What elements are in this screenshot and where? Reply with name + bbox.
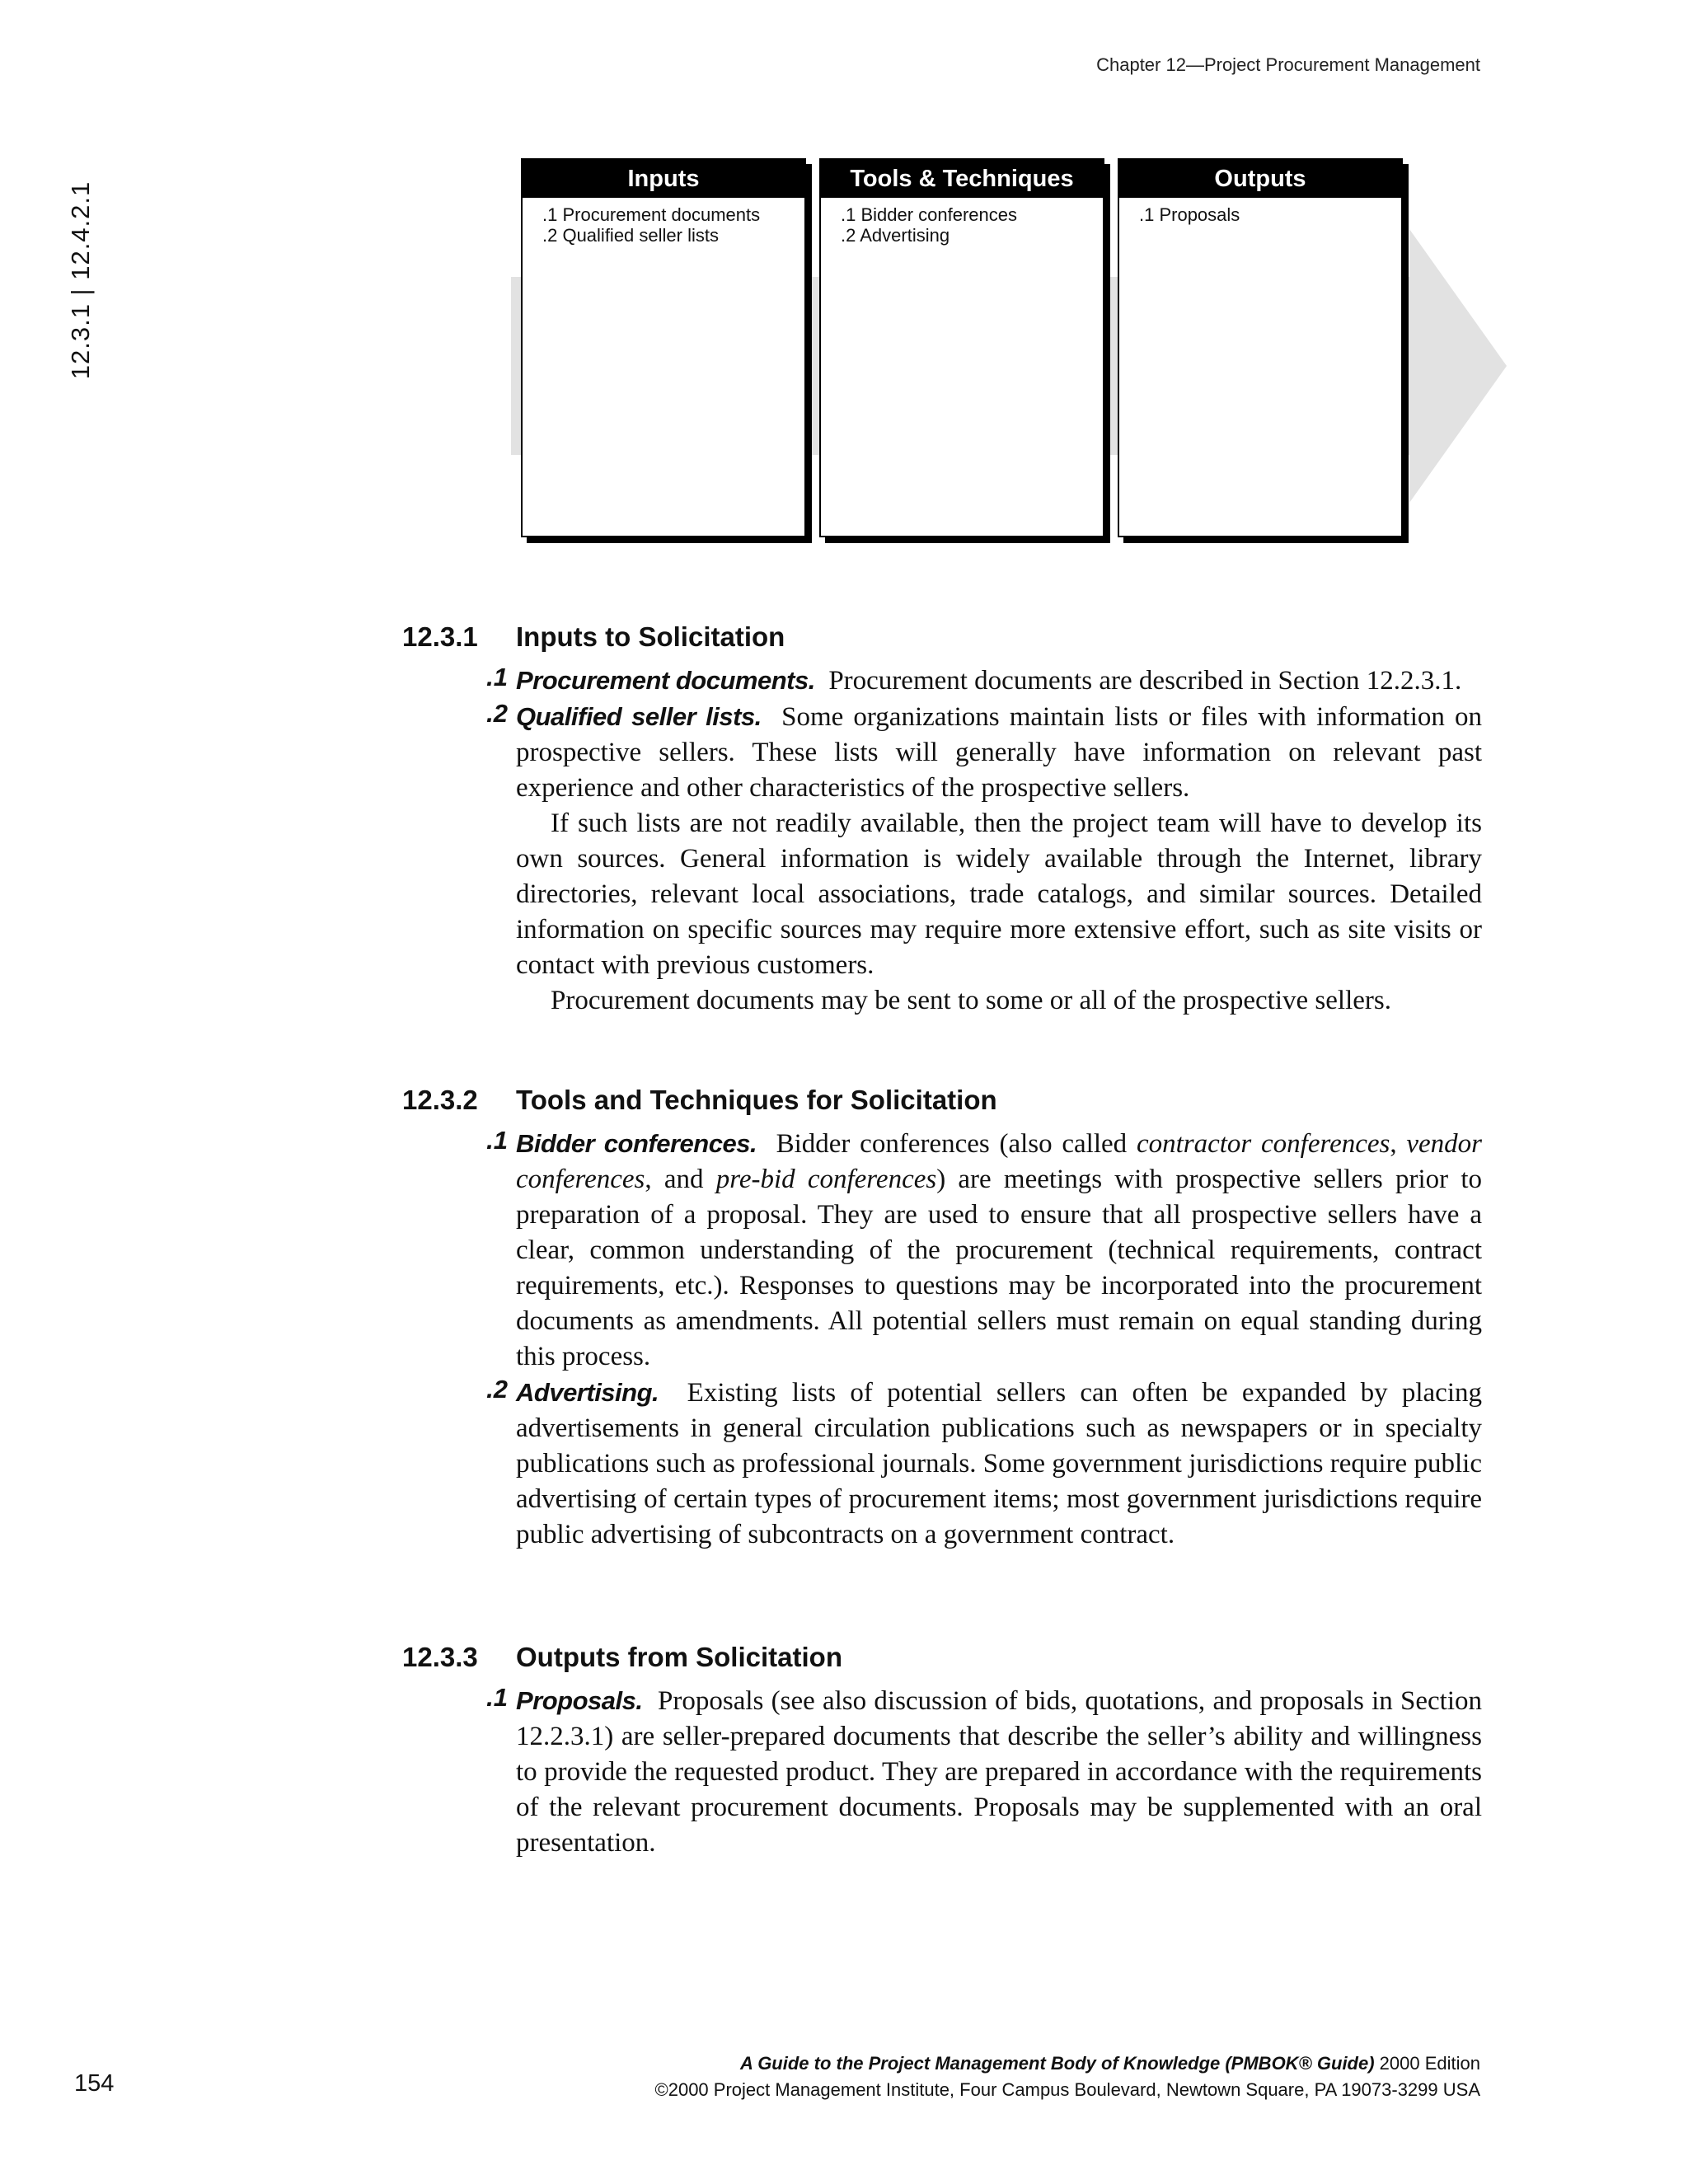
entry-lead: Qualified seller lists. xyxy=(516,702,762,731)
section-number: 12.3.2 xyxy=(402,1085,478,1115)
outputs-item: .1 Proposals xyxy=(1139,204,1240,225)
entry-text: Some organizations maintain lists or files with information on prospective sellers. These lists will generally have information on relevant past experience and other characteristics of the prospective sellers. xyxy=(516,702,1483,803)
section-heading xyxy=(402,1642,1482,1683)
section-title: Outputs from Solicitation xyxy=(516,1642,842,1672)
entry-number: .1 xyxy=(486,1126,508,1155)
footer-title-line xyxy=(655,2050,1480,2077)
entry-number: .2 xyxy=(486,1375,508,1404)
entry-number: .2 xyxy=(486,699,508,728)
section-side-tab xyxy=(64,150,97,410)
entry-bidder-conferences xyxy=(402,1126,1482,1375)
entry-term: contractor conferences xyxy=(1136,1129,1390,1159)
tools-techniques-list xyxy=(821,198,1103,246)
entry-text: Existing lists of potential sellers can often be expanded by placing advertisements in general circulation publications such as newspapers or in specialty publications such as professional journals. Some government jurisdictions require public advertising of certain types of procurement items; most government jurisdictions require public advertising of subcontracts on a government contract. xyxy=(516,1378,1482,1549)
paragraph: Procurement documents may be sent to some or all of the prospective sellers. xyxy=(551,986,1391,1015)
edition: 2000 Edition xyxy=(1374,2053,1480,2074)
section-title: Tools and Techniques for Solicitation xyxy=(516,1085,997,1115)
section-number: 12.3.3 xyxy=(402,1642,478,1672)
section-heading xyxy=(402,621,1482,663)
entry-lead: Advertising. xyxy=(516,1378,659,1407)
entry-lead: Proposals. xyxy=(516,1686,643,1715)
entry-term: pre-bid conferences xyxy=(715,1165,937,1194)
entry-text: Bidder conferences (also called xyxy=(776,1129,1137,1159)
inputs-box xyxy=(521,158,806,537)
side-tab-label: 12.3.1 | 12.4.2.1 xyxy=(66,180,95,379)
copyright: ©2000 Project Management Institute, Four Campus Boulevard, Newtown Square, PA 19073-3299 USA xyxy=(654,2079,1480,2100)
entry-text: Procurement documents are described in Section 12.2.3.1. xyxy=(828,666,1462,696)
entry-lead: Bidder conferences. xyxy=(516,1129,757,1158)
entry-number: .1 xyxy=(486,663,508,691)
tools-techniques-item: .1 Bidder conferences xyxy=(841,204,1018,225)
running-head: Chapter 12—Project Procurement Management xyxy=(1096,54,1480,75)
page-number: 154 xyxy=(74,2070,115,2097)
section-inputs-to-solicitation xyxy=(402,621,1482,1019)
tools-techniques-box-title: Tools & Techniques xyxy=(821,160,1103,198)
entry-advertising xyxy=(402,1375,1482,1553)
inputs-item: .2 Qualified seller lists xyxy=(542,225,719,246)
section-number: 12.3.1 xyxy=(402,621,478,652)
outputs-box-title: Outputs xyxy=(1119,160,1401,198)
inputs-item: .1 Procurement documents xyxy=(542,204,761,225)
entry-text: , xyxy=(1390,1129,1407,1159)
book-title: A Guide to the Project Management Body of Knowledge (PMBOK® Guide) xyxy=(740,2053,1375,2074)
process-diagram xyxy=(511,153,1484,549)
entry-proposals xyxy=(402,1683,1482,1861)
outputs-box xyxy=(1118,158,1403,537)
inputs-box-title: Inputs xyxy=(523,160,804,198)
entry-term: vendor conferences xyxy=(516,1129,1483,1194)
entry-text: , and xyxy=(645,1165,716,1194)
outputs-list xyxy=(1119,198,1401,225)
tools-techniques-item: .2 Advertising xyxy=(841,225,950,246)
entry-number: .1 xyxy=(486,1683,508,1712)
section-outputs-from-solicitation xyxy=(402,1642,1482,1861)
entry-qualified-seller-lists xyxy=(402,699,1482,1019)
entry-lead: Procurement documents. xyxy=(516,666,815,695)
section-title: Inputs to Solicitation xyxy=(516,621,785,652)
entry-text: ) are meetings with prospective sellers prior to preparation of a proposal. They are used to ensure that all prospective sellers have a clear, common understanding of the procurement (technical requirements, contract requirements, etc.). Responses to questions may be incorporated into the procurement documents as amendments. All potential sellers must remain on equal standing during this process. xyxy=(516,1165,1482,1371)
entry-procurement-documents xyxy=(402,663,1482,699)
flow-arrow-head xyxy=(1409,229,1507,503)
section-heading xyxy=(402,1085,1482,1126)
paragraph: If such lists are not readily available, then the project team will have to develop its own sources. General information is widely available through the Internet, library directories, relevant local associations, trade catalogs, and similar sources. Detailed information on specific sources may require more extensive effort, such as site visits or contact with previous customers. xyxy=(516,808,1482,980)
inputs-list xyxy=(523,198,804,246)
section-tools-and-techniques xyxy=(402,1085,1482,1553)
page-footer xyxy=(655,2050,1480,2103)
entry-text: Proposals (see also discussion of bids, quotations, and proposals in Section 12.2.3.1) are seller-prepared documents that describe the seller’s ability and willingness to provide the requested product. They are prepared in accordance with the requirements of the relevant procurement documents. Proposals may be supplemented with an oral presentation. xyxy=(516,1686,1483,1858)
tools-techniques-box xyxy=(819,158,1104,537)
